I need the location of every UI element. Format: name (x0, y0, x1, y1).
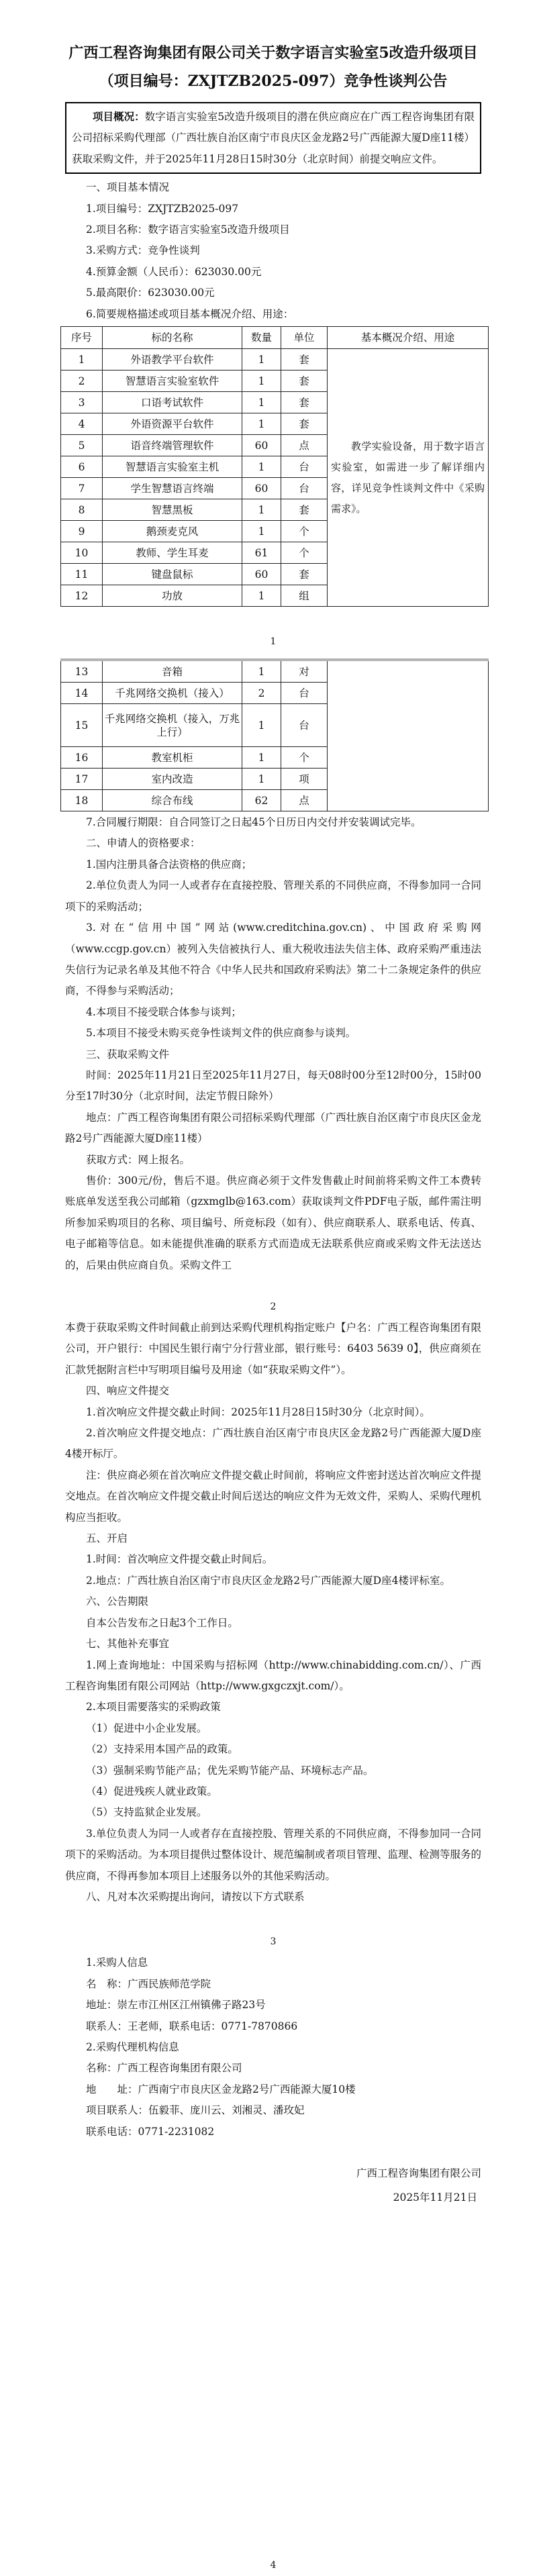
buyer-contact: 联系人：王老师，联系电话：0771-7870866 (86, 2020, 298, 2032)
page-number-3: 3 (270, 1936, 277, 1948)
table-cell: 智慧语言实验室主机 (103, 456, 242, 478)
table-cell: 13 (61, 660, 103, 683)
signature-company: 广西工程咨询集团有限公司 (356, 2167, 481, 2180)
announcement-period: 自本公告发布之日起3个工作日。 (86, 1616, 238, 1629)
table-cell: 套 (281, 392, 328, 413)
items-table-page1 (60, 326, 489, 607)
max-price: 5.最高限价：623030.00元 (86, 287, 215, 299)
table-cell: 教室机柜 (103, 747, 242, 769)
table-cell: 外语教学平台软件 (103, 349, 242, 370)
table-cell: 1 (242, 349, 281, 370)
table-cell: 1 (242, 521, 281, 542)
section2-heading: 二、申请人的资格要求： (86, 837, 201, 850)
table-cell: 1 (242, 769, 281, 790)
table-cell: 套 (281, 564, 328, 585)
buyer-name: 名 称：广西民族师范学院 (86, 1977, 211, 1990)
table-cell: 智慧黑板 (103, 499, 242, 521)
signature-block (65, 2161, 481, 2210)
table-cell: 对 (281, 660, 328, 683)
table-cell: 3 (61, 392, 103, 413)
table-cell: 17 (61, 769, 103, 790)
qualification-item-4: 4.本项目不接受联合体参与谈判； (86, 1005, 242, 1018)
table-cell: 套 (281, 413, 328, 435)
table-cell: 音箱 (103, 660, 242, 683)
document-page (0, 39, 537, 2571)
supplier-restriction: 3.单位负责人为同一人或者存在直接控股、管理关系的不同供应商，不得参加同一合同项下的采购活动。为本项目提供过整体设计、规范编制或者项目管理、监理、检测等服务的供应商，不得再参加本项目上述服务以外的其他采购活动。 (65, 1827, 482, 1882)
table-cell: 61 (242, 542, 281, 564)
table-header-cell: 数量 (242, 327, 281, 349)
policy-item-1: （1）促进中小企业发展。 (86, 1722, 207, 1734)
qualification-item-2: 2.单位负责人为同一人或者存在直接控股、管理关系的不同供应商，不得参加同一合同项下的采购活动； (65, 879, 481, 913)
table-cell: 台 (281, 478, 328, 499)
table-cell: 学生智慧语言终端 (103, 478, 242, 499)
table-cell: 千兆网络交换机（接入） (103, 683, 242, 704)
table-cell: 1 (242, 499, 281, 521)
table-cell: 12 (61, 585, 103, 607)
table-cell: 教师、学生耳麦 (103, 542, 242, 564)
document-method: 获取方式：网上报名。 (86, 1153, 191, 1166)
contract-period: 7.合同履行期限：自合同签订之日起45个日历日内交付并安装调试完毕。 (86, 816, 422, 829)
title-line-2: （项目编号：ZXJTZB2025-097）竞争性谈判公告 (99, 72, 448, 90)
agency-name: 名称：广西工程咨询集团有限公司 (86, 2062, 242, 2075)
table-cell: 60 (242, 564, 281, 585)
table-header-cell: 基本概况介绍、用途 (328, 327, 489, 349)
page-number-2: 2 (270, 1301, 277, 1312)
table-cell: 台 (281, 456, 328, 478)
budget-amount: 4.预算金额（人民币）：623030.00元 (86, 265, 262, 278)
procurement-policy-label: 2.本项目需要落实的采购政策 (86, 1701, 221, 1714)
document-title (65, 39, 481, 95)
table-cell: 1 (242, 456, 281, 478)
table-cell: 1 (242, 704, 281, 747)
table-cell: 组 (281, 585, 328, 607)
procurement-method: 3.采购方式：竞争性谈判 (86, 244, 200, 257)
table-cell: 1 (242, 585, 281, 607)
qualification-item-3: 3.对在“信用中国”网站(www.creditchina.gov.cn)、中国政府采购网（www.ccgp.gov.cn）被列入失信被执行人、重大税收违法失信主体、政府采购严重违法失信行为记录名单及其他不符合《中华人民共和国政府采购法》第二十二条规定条件的供应商，不得参与采购活动； (65, 922, 482, 997)
table-cell: 9 (61, 521, 103, 542)
project-name: 2.项目名称：数字语言实验室5改造升级项目 (86, 224, 290, 236)
document-time: 时间：2025年11月21日至2025年11月27日，每天08时00分至12时00分，15时00分至17时30分（北京时间，法定节假日除外） (65, 1069, 481, 1103)
opening-time: 1.时间：首次响应文件提交截止时间后。 (86, 1553, 273, 1566)
table-cell: 套 (281, 349, 328, 370)
online-query-address: 1.网上查询地址：中国采购与招标网（http://www.chinabidding.com.cn/）、广西工程咨询集团有限公司网站（http://www.gxgczxjt.com/）。 (65, 1658, 481, 1692)
section4-heading: 四、响应文件提交 (86, 1385, 170, 1397)
section5-heading: 五、开启 (86, 1532, 128, 1545)
signature-date: 2025年11月21日 (393, 2191, 477, 2204)
table-cell: 综合布线 (103, 790, 242, 811)
table-cell: 套 (281, 370, 328, 392)
table-cell: 个 (281, 542, 328, 564)
table-cell: 1 (242, 413, 281, 435)
table-cell: 1 (242, 660, 281, 683)
table-cell: 口语考试软件 (103, 392, 242, 413)
section1-heading: 一、项目基本情况 (86, 181, 170, 194)
table-cell: 18 (61, 790, 103, 811)
table-cell: 语音终端管理软件 (103, 435, 242, 456)
policy-item-3: （3）强制采购节能产品；优先采购节能产品、环境标志产品。 (86, 1764, 374, 1777)
buyer-address: 地址：崇左市江州区江州镇佛子路23号 (86, 1999, 266, 2012)
table-header-cell: 标的名称 (103, 327, 242, 349)
project-number: 1.项目编号：ZXJTZB2025-097 (86, 202, 239, 215)
agency-contacts: 项目联系人：伍毅菲、庞川云、刘湘灵、潘玫妃 (86, 2104, 305, 2117)
table-note-text: 教学实验设备，用于数字语言实验室，如需进一步了解详细内容，详见竞争性谈判文件中《采购需求》。 (331, 440, 485, 515)
table-cell: 60 (242, 478, 281, 499)
table-cell: 千兆网络交换机（接入，万兆上行） (103, 704, 242, 747)
document-place: 地点：广西工程咨询集团有限公司招标采购代理部（广西壮族自治区南宁市良庆区金龙路2号广西能源大厦D座11楼） (65, 1111, 482, 1145)
table-empty-merged-cell (328, 660, 489, 811)
table-cell: 个 (281, 521, 328, 542)
table-cell: 6 (61, 456, 103, 478)
section3-heading: 三、获取采购文件 (86, 1048, 170, 1060)
overview-label: 项目概况： (93, 110, 145, 123)
items-table-page2 (60, 658, 489, 811)
document-content (65, 39, 485, 2576)
opening-place: 2.地点：广西壮族自治区南宁市良庆区金龙路2号广西能源大厦D座4楼评标室。 (86, 1574, 450, 1587)
buyer-info-heading: 1.采购人信息 (86, 1956, 148, 1969)
table-cell: 项 (281, 769, 328, 790)
table-cell: 5 (61, 435, 103, 456)
response-place: 2.首次响应文件提交地点：广西壮族自治区南宁市良庆区金龙路2号广西能源大厦D座4楼开标厅。 (65, 1427, 481, 1460)
response-deadline: 1.首次响应文件提交截止时间：2025年11月28日15时30分（北京时间）。 (86, 1405, 430, 1418)
table-cell: 1 (242, 370, 281, 392)
section7-heading: 七、其他补充事宜 (86, 1638, 170, 1650)
qualification-item-5: 5.本项目不接受未购买竞争性谈判文件的供应商参与谈判。 (86, 1027, 356, 1040)
table-cell: 智慧语言实验室软件 (103, 370, 242, 392)
qualification-item-1: 1.国内注册具备合法资格的供应商； (86, 858, 252, 871)
policy-item-5: （5）支持监狱企业发展。 (86, 1806, 207, 1819)
overview-text: 数字语言实验室5改造升级项目的潜在供应商应在广西工程咨询集团有限公司招标采购代理部（广西壮族自治区南宁市良庆区金龙路2号广西能源大厦D座11楼）获取采购文件，并于2025年11月28日15时30分（北京时间）前提交响应文件。 (72, 111, 475, 165)
table-cell: 键盘鼠标 (103, 564, 242, 585)
table-cell: 1 (242, 392, 281, 413)
table-cell: 8 (61, 499, 103, 521)
table-cell: 室内改造 (103, 769, 242, 790)
table-cell: 11 (61, 564, 103, 585)
table-cell: 1 (242, 747, 281, 769)
policy-item-2: （2）支持采用本国产品的政策。 (86, 1743, 238, 1756)
table-cell: 2 (242, 683, 281, 704)
table-cell: 15 (61, 704, 103, 747)
table-cell: 16 (61, 747, 103, 769)
table-cell: 2 (61, 370, 103, 392)
table-cell: 外语资源平台软件 (103, 413, 242, 435)
table-cell: 4 (61, 413, 103, 435)
table-cell: 功放 (103, 585, 242, 607)
agency-address: 地 址：广西南宁市良庆区金龙路2号广西能源大厦10楼 (86, 2083, 356, 2095)
table-cell: 60 (242, 435, 281, 456)
table-cell: 台 (281, 683, 328, 704)
spec-description-label: 6.简要规格描述或项目基本概况介绍、用途： (86, 307, 294, 320)
project-overview-box (65, 102, 481, 174)
table-row (61, 349, 489, 370)
page-number-1: 1 (270, 636, 277, 648)
table-cell: 个 (281, 747, 328, 769)
table-header-cell: 单位 (281, 327, 328, 349)
agency-info-heading: 2.采购代理机构信息 (86, 2041, 179, 2053)
response-note: 注：供应商必须在首次响应文件提交截止时间前，将响应文件密封送达首次响应文件提交地点。在首次响应文件提交截止时间后送达的响应文件为无效文件，采购人、采购代理机构应当拒收。 (65, 1469, 482, 1524)
table-cell: 鹅颈麦克风 (103, 521, 242, 542)
table-cell: 点 (281, 435, 328, 456)
table-cell: 1 (61, 349, 103, 370)
section6-heading: 六、公告期限 (86, 1595, 149, 1608)
page-number-4: 4 (270, 2560, 277, 2571)
title-line-1: 广西工程咨询集团有限公司关于数字语言实验室5改造升级项目 (68, 44, 478, 62)
table-header-cell: 序号 (61, 327, 103, 349)
policy-item-4: （4）促进残疾人就业政策。 (86, 1785, 217, 1797)
table-row (61, 660, 489, 683)
table-header-row (61, 327, 489, 349)
document-price-part2: 本费于获取采购文件时间截止前到达采购代理机构指定账户【户名：广西工程咨询集团有限公司，开户银行：中国民生银行南宁分行营业部，银行账号：6403 5639 0】，供应商须在汇款凭据附言栏中写明项目编号及用途（如“获取采购文件”）。 (65, 1322, 482, 1376)
document-price-part1: 售价：300元/份，售后不退。供应商必须于文件发售截止时间前将采购文件工本费转账底单发送至我公司邮箱（gzxmglb@163.com）获取谈判文件PDF电子版，邮件需注明所参加采购项目的名称、项目编号、所竞标段（如有）、供应商联系人、联系电话、传真、电子邮箱等信息。如未能提供准确的联系方式而造成无法联系供应商或采购文件无法送达的，后果由供应商自负。采购文件工 (65, 1174, 481, 1271)
table-cell: 套 (281, 499, 328, 521)
table-cell: 10 (61, 542, 103, 564)
table-cell: 台 (281, 704, 328, 747)
agency-phone: 联系电话：0771-2231082 (86, 2125, 215, 2138)
table-note-cell (328, 349, 489, 607)
project-overview-paragraph (72, 106, 475, 170)
table-cell: 点 (281, 790, 328, 811)
table-cell: 62 (242, 790, 281, 811)
table-cell: 7 (61, 478, 103, 499)
table-cell: 14 (61, 683, 103, 704)
section8-heading: 八、凡对本次采购提出询问，请按以下方式联系 (86, 1890, 305, 1903)
